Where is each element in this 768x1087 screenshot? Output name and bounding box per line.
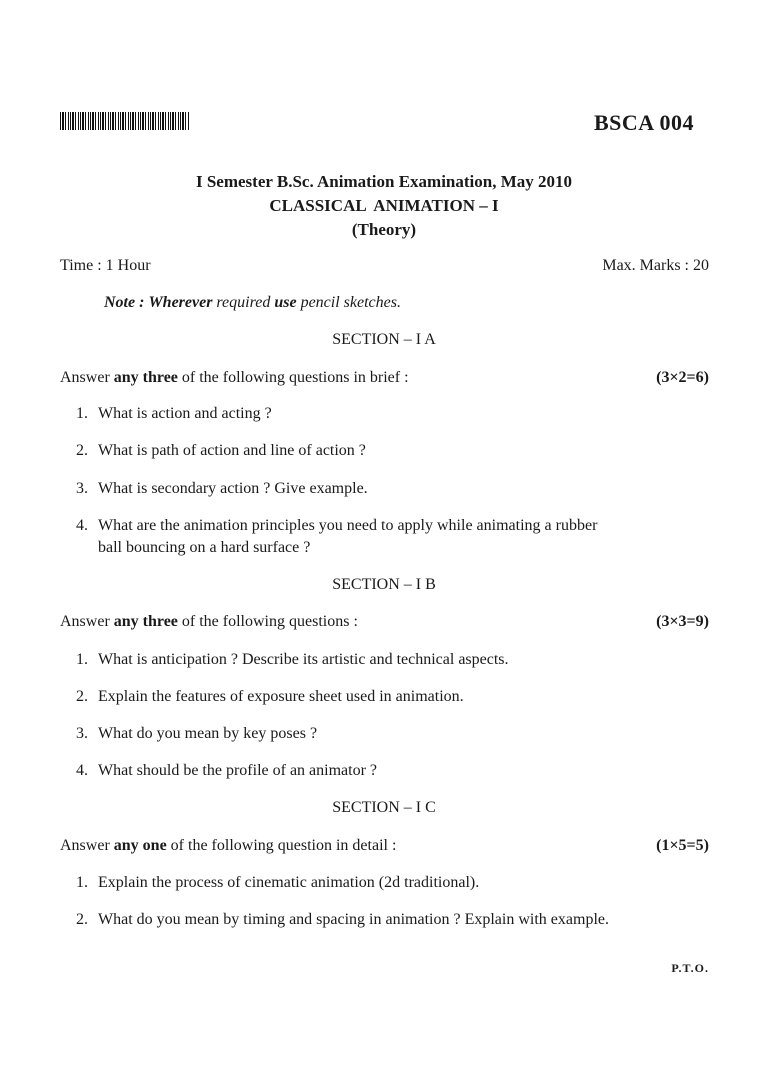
question-text: What do you mean by key poses ? — [98, 725, 318, 742]
question-text: What is path of action and line of action ? — [98, 442, 366, 459]
question-item — [76, 517, 597, 535]
question-number: 3. — [76, 725, 88, 742]
question-text: What is action and acting ? — [98, 405, 272, 422]
section-instruction — [60, 613, 358, 631]
note-word-required: required — [216, 294, 271, 311]
section-marks: (3×2=6) — [656, 369, 709, 386]
section-marks: (3×3=9) — [656, 613, 709, 630]
paper-code: BSCA 004 — [594, 110, 694, 135]
instruction-emphasis: any three — [113, 613, 178, 630]
question-text: What is anticipation ? Describe its artistic and technical aspects. — [98, 651, 509, 668]
question-item — [76, 480, 368, 498]
exam-subject: CLASSICAL ANIMATION – I — [269, 196, 499, 215]
exam-max-marks: Max. Marks : 20 — [602, 257, 709, 274]
question-number: 1. — [76, 651, 88, 668]
question-item — [76, 442, 366, 460]
section-instruction — [60, 837, 396, 855]
section-heading: SECTION – I C — [332, 799, 436, 816]
question-item — [76, 651, 509, 669]
instruction-text: Answer — [60, 369, 110, 386]
section-marks: (1×5=5) — [656, 837, 709, 854]
instruction-emphasis: any one — [113, 837, 167, 854]
question-number: 4. — [76, 762, 88, 779]
section-heading: SECTION – I B — [332, 576, 436, 593]
question-text: What should be the profile of an animator ? — [98, 762, 378, 779]
note-word-wherever: Wherever — [148, 294, 213, 311]
question-number: 1. — [76, 874, 88, 891]
exam-paper-type: (Theory) — [351, 220, 417, 239]
question-number: 1. — [76, 405, 88, 422]
section-heading: SECTION – I A — [332, 331, 436, 348]
pto-marker: P.T.O. — [671, 961, 709, 975]
instruction-text: of the following questions : — [181, 613, 358, 630]
exam-title: I Semester B.Sc. Animation Examination, May 2010 — [195, 172, 573, 191]
question-number: 2. — [76, 442, 88, 459]
question-number: 4. — [76, 517, 88, 534]
note-label: Note : — [104, 294, 145, 311]
question-number: 2. — [76, 688, 88, 705]
exam-note — [104, 294, 401, 312]
question-item — [76, 725, 317, 743]
barcode-image — [60, 112, 190, 130]
question-text: What is secondary action ? Give example. — [98, 480, 368, 497]
instruction-text: of the following questions in brief : — [181, 369, 409, 386]
question-text: Explain the features of exposure sheet used in animation. — [98, 688, 464, 705]
instruction-text: Answer — [60, 613, 110, 630]
question-number: 3. — [76, 480, 88, 497]
question-text: Explain the process of cinematic animation (2d traditional). — [98, 874, 480, 891]
question-text: What are the animation principles you need to apply while animating a rubber — [98, 517, 598, 534]
question-text: What do you mean by timing and spacing in animation ? Explain with example. — [98, 911, 609, 928]
question-continuation: ball bouncing on a hard surface ? — [98, 539, 311, 556]
question-item — [76, 405, 272, 423]
instruction-emphasis: any three — [113, 369, 178, 386]
note-word-use: use — [274, 294, 297, 311]
note-word-rest: pencil sketches. — [300, 294, 401, 311]
section-instruction — [60, 369, 409, 387]
question-item — [76, 688, 464, 706]
question-item — [76, 874, 479, 892]
question-number: 2. — [76, 911, 88, 928]
exam-time: Time : 1 Hour — [60, 257, 151, 274]
instruction-text: Answer — [60, 837, 110, 854]
instruction-text: of the following question in detail : — [170, 837, 397, 854]
question-item — [76, 911, 609, 929]
question-item — [76, 762, 377, 780]
